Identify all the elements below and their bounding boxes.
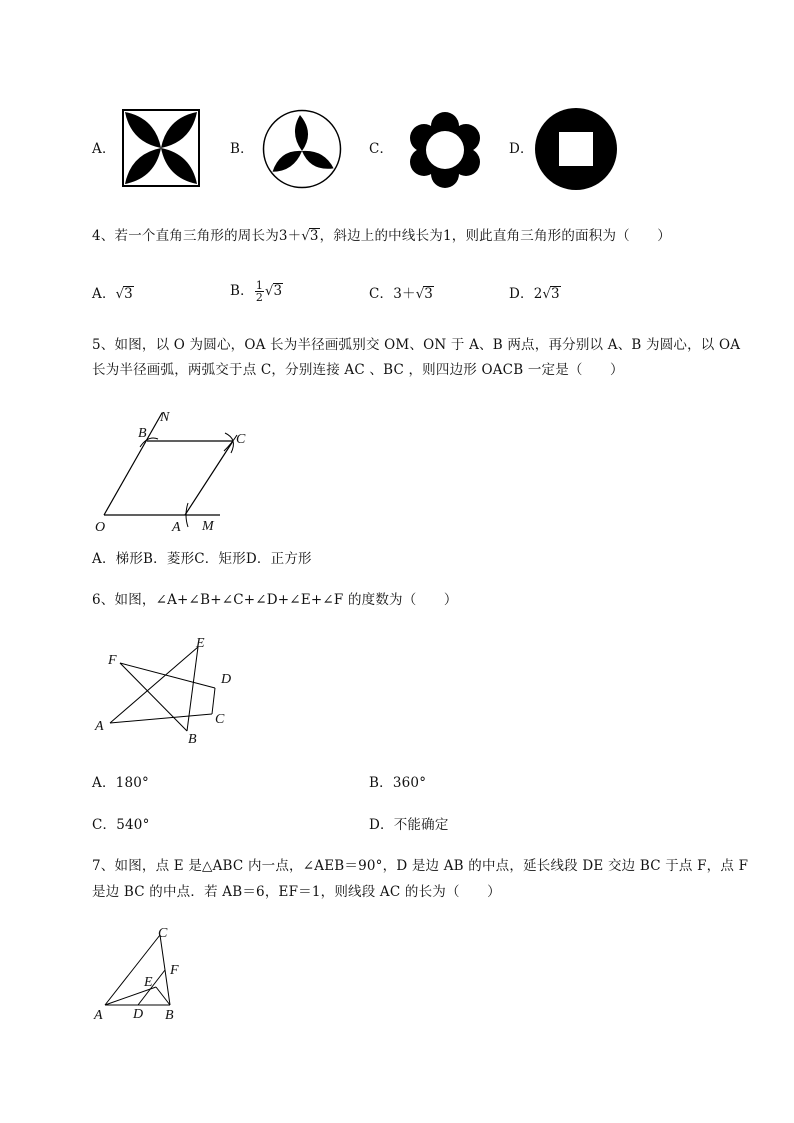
label-c: C xyxy=(215,712,225,727)
ray-on xyxy=(104,413,162,515)
q7-stem-line2: 是边 BC 的中点．若 AB＝6，EF＝1，则线段 AC 的长为（ ） xyxy=(92,884,501,900)
q6-option-d: D．不能确定 xyxy=(369,817,449,833)
label-d: D xyxy=(221,672,232,687)
label-b: B xyxy=(165,1008,174,1023)
fraction-denominator: 2 xyxy=(255,291,264,304)
fraction-numerator: 1 xyxy=(255,279,264,292)
q6-option-b: B．360° xyxy=(369,775,427,791)
four-petal-square-icon xyxy=(122,109,200,187)
q6-star-figure xyxy=(90,633,240,748)
label-c: C xyxy=(158,926,168,941)
q4-stem-part-c: ，斜边上的中线长为1，则此直角三角形的面积为（ ） xyxy=(319,228,671,244)
q3-option-b-letter: B． xyxy=(230,141,254,157)
q4-option-b-fraction xyxy=(255,280,264,303)
label-a: A xyxy=(95,719,104,734)
q4-option-b xyxy=(230,280,283,303)
q3-option-c-letter: C． xyxy=(369,141,394,157)
q4-option-a-letter: A． xyxy=(92,286,116,302)
q3-option-a-letter: A． xyxy=(92,141,116,157)
label-o: O xyxy=(95,520,106,535)
sqrt-icon: √ xyxy=(542,287,552,302)
sqrt-icon: √ xyxy=(301,229,310,244)
q5-rhombus-figure xyxy=(90,405,246,540)
q4-option-d-radicand: 3 xyxy=(551,286,560,302)
label-a: A xyxy=(172,520,181,535)
q4-option-d-letter: D． xyxy=(509,286,534,302)
q4-option-c-radicand: 3 xyxy=(424,286,434,302)
label-b: B xyxy=(188,732,197,747)
q4-stem-radicand: 3 xyxy=(309,228,319,244)
q6-option-a: A．180° xyxy=(92,775,149,791)
segment-dc xyxy=(212,688,215,714)
label-n: N xyxy=(160,410,170,425)
segment-ac xyxy=(185,441,233,515)
q7-triangle-figure xyxy=(90,922,200,1027)
sqrt-icon: √ xyxy=(265,284,274,299)
coin-square-hole-icon xyxy=(534,107,618,191)
segment-ac xyxy=(105,935,160,1005)
segment-ae xyxy=(110,647,198,723)
segment-eb xyxy=(187,647,198,731)
q5-stem-line1: 5、如图，以 O 为圆心，OA 长为半径画弧别交 OM、ON 于 A、B 两点，再分别以 A、B 为圆心，以 OA xyxy=(92,337,741,353)
label-b: B xyxy=(138,426,147,441)
q4-option-b-letter: B． xyxy=(230,283,254,299)
q4-stem-part-a: 4、若一个直角三角形的周长为3＋ xyxy=(92,228,302,244)
q4-option-b-radicand: 3 xyxy=(273,283,283,299)
q4-option-c-letter: C． xyxy=(369,286,394,302)
q6-option-c: C．540° xyxy=(92,817,150,833)
q6-stem: 6、如图，∠A+∠B+∠C+∠D+∠E+∠F 的度数为（ ） xyxy=(92,592,458,608)
q4-option-a xyxy=(92,284,134,305)
label-e: E xyxy=(144,975,153,990)
label-a: A xyxy=(94,1008,103,1023)
q5-options: A．梯形B．菱形C．矩形D．正方形 xyxy=(92,551,312,567)
three-blade-circle-icon xyxy=(262,109,342,189)
q4-option-c xyxy=(369,284,434,305)
label-f: F xyxy=(170,963,179,978)
q5-stem-line2: 长为半径画弧，两弧交于点 C，分别连接 AC 、BC ，则四边形 OACB 一定是（ ） xyxy=(92,362,624,378)
sqrt-icon: √ xyxy=(415,287,425,302)
label-m: M xyxy=(202,519,214,534)
q4-stem xyxy=(92,226,671,247)
segment-fd xyxy=(120,663,215,688)
segment-ac xyxy=(110,714,212,723)
sqrt-icon: √ xyxy=(115,287,125,302)
label-e: E xyxy=(196,636,205,651)
q7-stem-line1: 7、如图，点 E 是△ABC 内一点，∠AEB＝90°，D 是边 AB 的中点，延长线段 DE 交边 BC 于点 F，点 F xyxy=(92,858,749,874)
label-d: D xyxy=(133,1007,144,1022)
flower-ring-icon xyxy=(405,112,485,188)
q3-option-d-letter: D． xyxy=(509,141,534,157)
label-f: F xyxy=(108,653,117,668)
q4-option-c-prefix: 3＋ xyxy=(393,286,416,302)
q4-option-d-prefix: 2 xyxy=(533,286,543,302)
q4-option-d xyxy=(509,284,561,305)
label-c: C xyxy=(236,432,246,447)
q4-option-a-radicand: 3 xyxy=(124,286,133,302)
